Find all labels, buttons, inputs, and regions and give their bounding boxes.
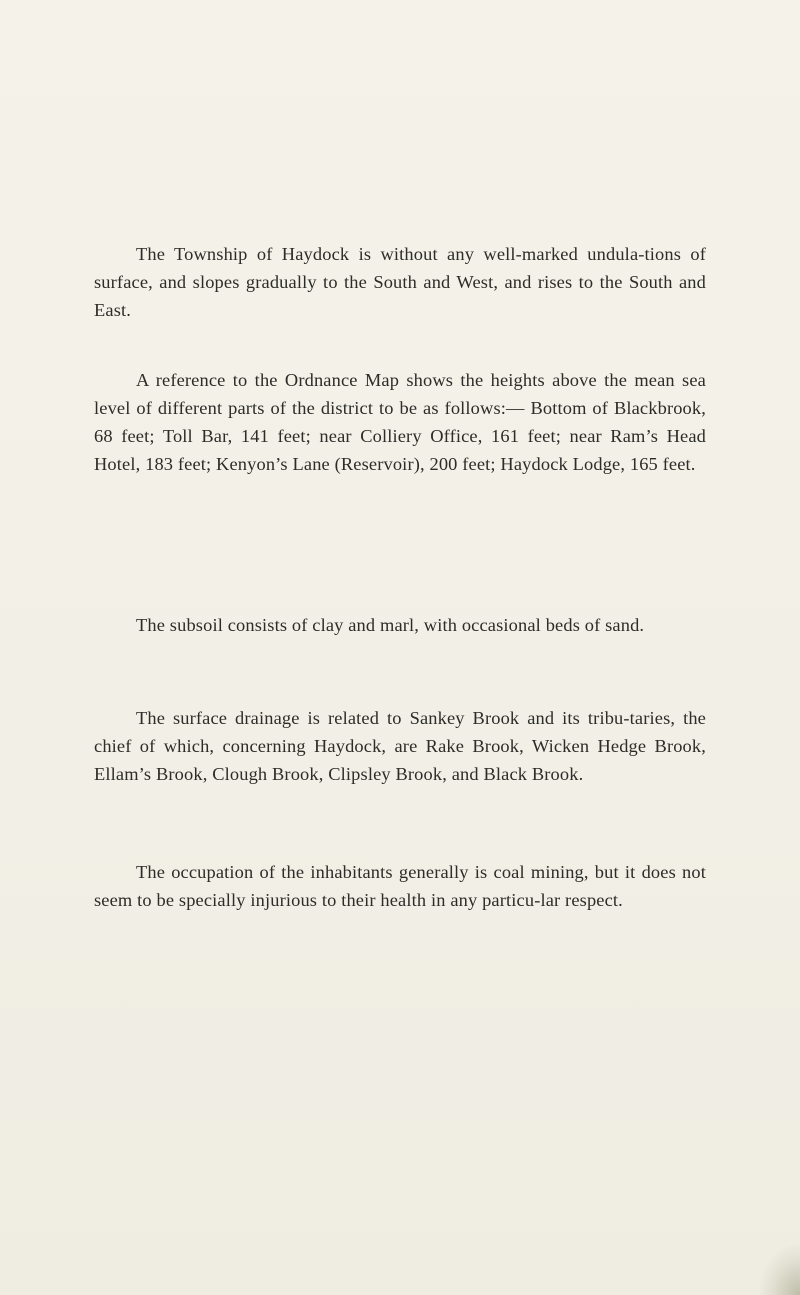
paragraph-text: The subsoil consists of clay and marl, with occasional beds of sand. [136, 615, 645, 635]
paragraph-text: The Township of Haydock is without any well-marked undula-tions of surface, and slopes gradually to the South and West, and rises to the South and East. [94, 244, 706, 320]
paragraph-ordnance-heights [94, 366, 706, 478]
paragraph-text: The occupation of the inhabitants generally is coal mining, but it does not seem to be specially injurious to their health in any particu-lar respect. [94, 862, 706, 910]
paragraph-text: The surface drainage is related to Sankey Brook and its tribu-taries, the chief of which, concerning Haydock, are Rake Brook, Wicken Hedge Brook, Ellam’s Brook, Clough Brook, Clipsley Brook, and Black Brook. [94, 708, 706, 784]
paragraph-surface-drainage [94, 704, 706, 788]
paragraph-occupation [94, 858, 706, 914]
paragraph-text: A reference to the Ordnance Map shows the heights above the mean sea level of different parts of the district to be as follows:— Bottom of Blackbrook, 68 feet; Toll Bar, 141 feet; near Colliery Office, 161 feet; near Ram’s Head Hotel, 183 feet; Kenyon’s Lane (Reservoir), 200 feet; Haydock Lodge, 165 feet. [94, 370, 706, 474]
paragraph-subsoil [94, 611, 706, 639]
paragraph-township-surface [94, 240, 706, 324]
page-corner-shadow [760, 1245, 800, 1295]
